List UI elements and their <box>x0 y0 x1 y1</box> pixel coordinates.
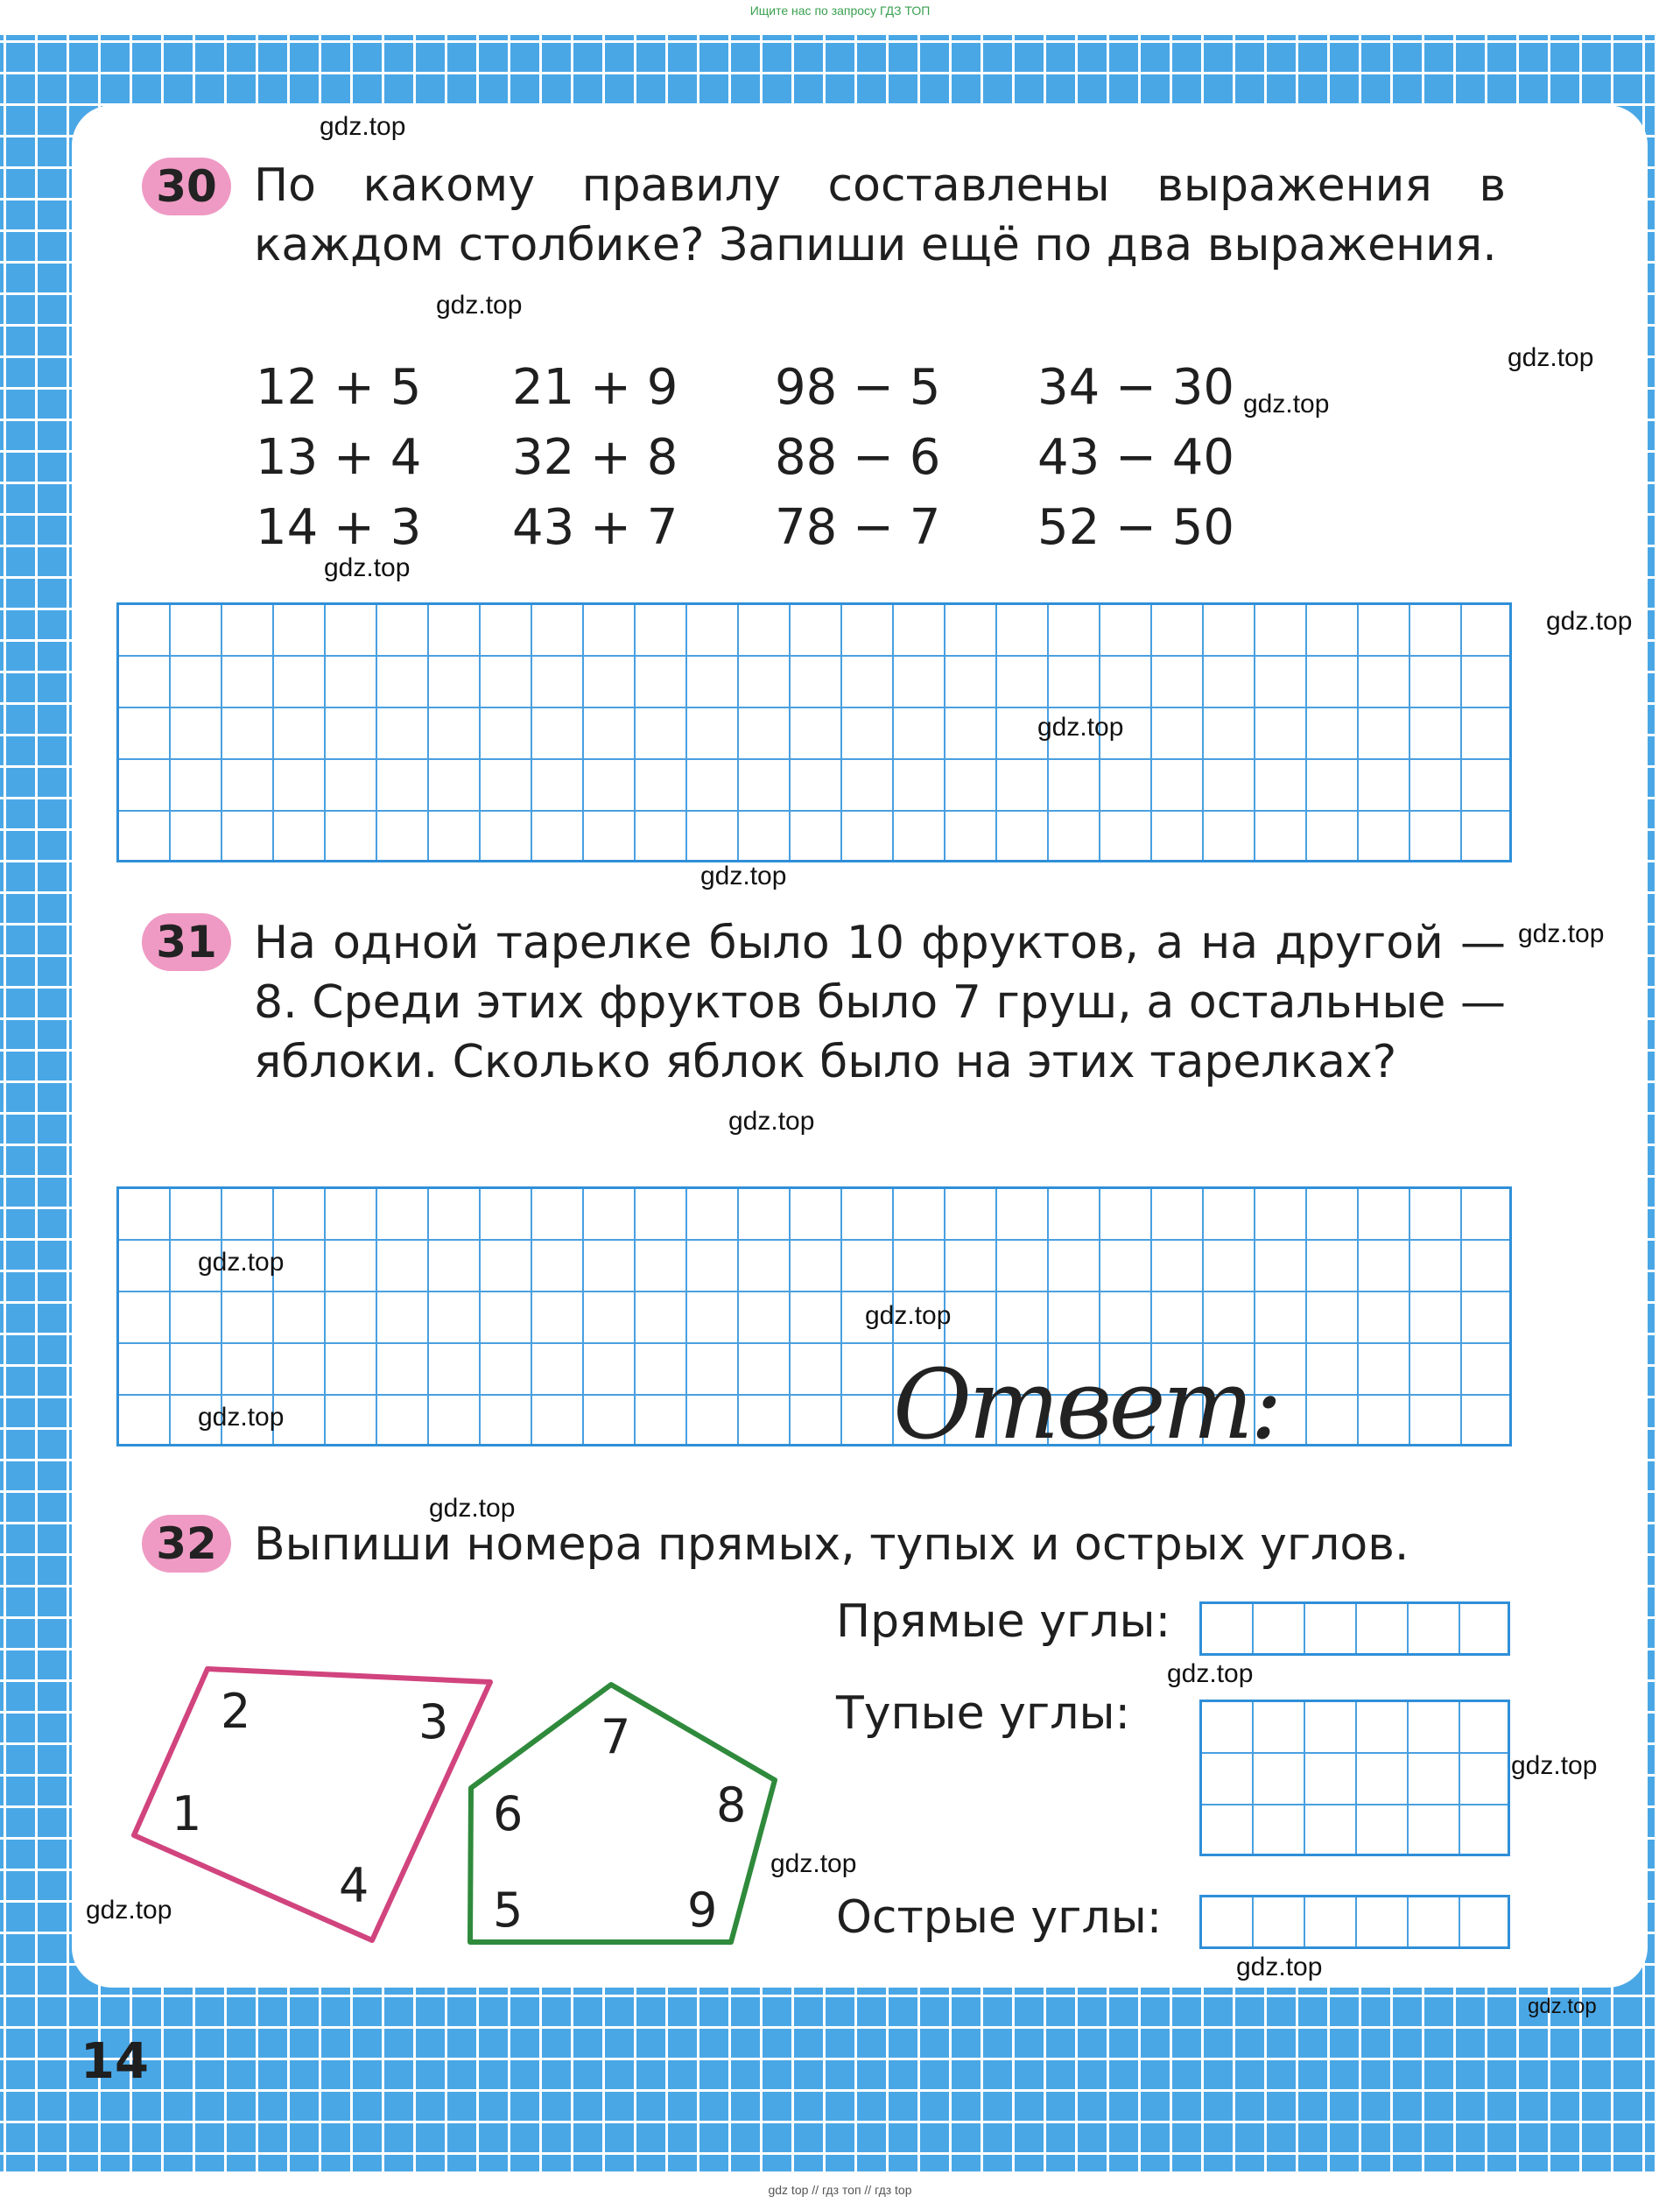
watermark: gdz.top <box>324 553 411 582</box>
right-angles-label: Прямые углы: <box>836 1595 1171 1648</box>
task-32-text: Выпиши номера прямых, тупых и острых углов. <box>254 1518 1409 1571</box>
page-number: 14 <box>81 2033 149 2090</box>
expr-c4-r1: 34 − 30 <box>1037 359 1235 416</box>
expr-c2-r3: 43 + 7 <box>512 499 678 556</box>
watermark: gdz.top <box>429 1494 516 1523</box>
watermark: gdz.top <box>1037 713 1124 742</box>
watermark: gdz.top <box>1243 390 1330 419</box>
angle-number-6: 6 <box>493 1786 524 1841</box>
expr-c1-r3: 14 + 3 <box>256 499 422 556</box>
expr-c3-r1: 98 − 5 <box>775 359 941 416</box>
watermark: gdz.top <box>1511 1751 1598 1780</box>
watermark: gdz.top <box>1508 343 1594 372</box>
task-30-badge: 30 <box>142 158 231 215</box>
task-30-text: По какому правилу составлены выражения в каждом столбике? Запиши ещё по два выражения. <box>254 159 1506 271</box>
expr-c1-r1: 12 + 5 <box>256 359 422 416</box>
expr-c2-r1: 21 + 9 <box>512 359 678 416</box>
expr-c1-r2: 13 + 4 <box>256 429 422 486</box>
bottom-banner: gdz top // гдз топ // гдз top <box>768 2183 912 2197</box>
watermark: gdz.top <box>865 1301 952 1330</box>
obtuse-angles-label: Тупые углы: <box>836 1687 1131 1740</box>
angle-number-7: 7 <box>601 1709 631 1764</box>
watermark: gdz.top <box>86 1896 172 1925</box>
expr-c4-r2: 43 − 40 <box>1037 429 1235 486</box>
task-31-badge: 31 <box>142 913 231 971</box>
answer-label: Ответ: <box>893 1348 1279 1460</box>
angle-number-9: 9 <box>687 1883 718 1938</box>
watermark: gdz.top <box>1236 1953 1323 1981</box>
angle-number-5: 5 <box>493 1883 524 1938</box>
angle-number-4: 4 <box>339 1858 369 1913</box>
angle-number-3: 3 <box>418 1694 449 1749</box>
expr-c3-r2: 88 − 6 <box>775 429 941 486</box>
angle-number-2: 2 <box>221 1684 251 1739</box>
task-31-text: На одной тарелке было 10 фруктов, а на другой — 8. Среди этих фруктов было 7 груш, а остальные — яблоки. Сколько яблок было на этих тарелках? <box>254 917 1506 1088</box>
watermark: gdz.top <box>198 1248 285 1277</box>
watermark: gdz.top <box>1167 1659 1254 1688</box>
watermark: gdz.top <box>436 291 523 320</box>
expr-c2-r2: 32 + 8 <box>512 429 678 486</box>
expr-c3-r3: 78 − 7 <box>775 499 941 556</box>
watermark: gdz.top <box>1528 1995 1597 2018</box>
task-32-badge: 32 <box>142 1515 231 1573</box>
top-banner: Ищите нас по запросу ГДЗ ТОП <box>749 4 931 18</box>
watermark: gdz.top <box>728 1107 815 1136</box>
watermark: gdz.top <box>1518 919 1605 948</box>
watermark: gdz.top <box>700 862 787 890</box>
angle-number-8: 8 <box>716 1777 747 1833</box>
acute-angles-label: Острые углы: <box>836 1891 1163 1944</box>
watermark: gdz.top <box>770 1849 857 1878</box>
watermark: gdz.top <box>198 1403 285 1432</box>
expr-c4-r3: 52 − 50 <box>1037 499 1235 556</box>
watermark: gdz.top <box>1546 607 1633 636</box>
watermark: gdz.top <box>320 112 406 141</box>
angle-number-1: 1 <box>172 1786 202 1841</box>
